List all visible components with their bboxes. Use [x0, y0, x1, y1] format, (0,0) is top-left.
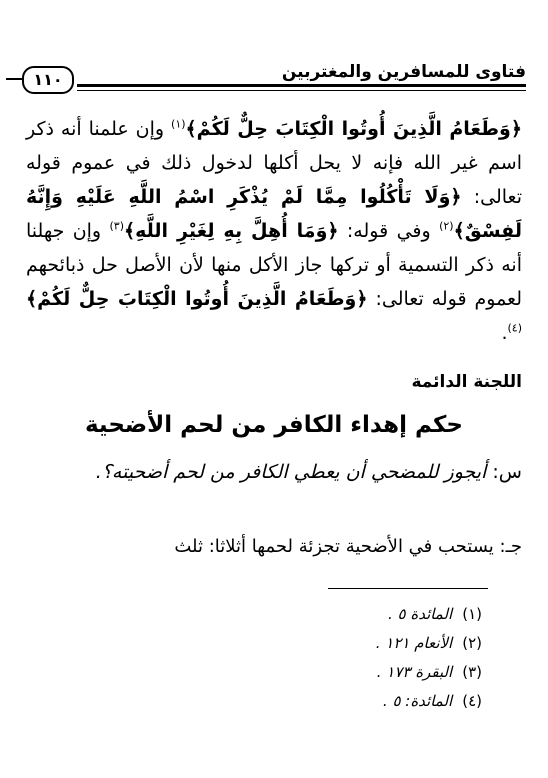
sentence-end: .	[501, 322, 508, 344]
page-number: ١١٠	[22, 66, 74, 94]
footnote	[376, 687, 482, 716]
body-text: وفي قوله:	[338, 220, 440, 242]
footnote-text: البقرة ١٧٣ .	[376, 663, 453, 681]
header-rule	[77, 84, 526, 87]
footnote	[376, 629, 482, 658]
book-title: فتاوى للمسافرين والمغتربين	[281, 62, 526, 82]
header-rule-thin	[77, 90, 526, 91]
body-text: وإن علمنا أنه ذكر اسم غير الله فإنه لا يحل أكلها لدخول ذلك في عموم قوله تعالى:	[26, 118, 523, 208]
footnote-number: (١)	[462, 605, 482, 623]
footnote-number: (٣)	[462, 663, 482, 681]
footnote-ref: (٣)	[109, 219, 125, 233]
footnote-text: المائدة: ٥ .	[382, 692, 453, 710]
body-text: وإن جهلنا أنه ذكر التسمية أو تركها جاز الأكل منها لأن الأصل حل ذبائحهم لعموم قوله تعالى:	[26, 220, 523, 310]
footnote-ref: (٢)	[439, 219, 454, 233]
footnote	[376, 658, 482, 687]
quran-quote: ﴿وَلَا تَأْكُلُوا مِمَّا لَمْ يُذْكَرِ اسْمُ اللَّهِ عَلَيْهِ وَإِنَّهُ لَفِسْقٌ﴾	[26, 186, 522, 242]
footnote-ref: (١)	[171, 117, 186, 131]
footnote-divider	[328, 588, 488, 589]
question-label: س:	[492, 461, 522, 483]
signature: اللجنة الدائمة	[411, 372, 522, 392]
footnote-number: (٤)	[462, 692, 482, 710]
page-header	[22, 62, 526, 96]
quran-quote: ﴿وَطَعَامُ الَّذِينَ أُوتُوا الْكِتَابَ حِلٌّ لَكُمْ﴾	[26, 288, 368, 310]
answer-label: جـ:	[499, 536, 522, 557]
fatwa-body	[26, 112, 522, 350]
quran-quote: ﴿وَطَعَامُ الَّذِينَ أُوتُوا الْكِتَابَ حِلٌّ لَكُمْ﴾	[185, 118, 522, 140]
footnotes	[376, 600, 482, 716]
footnote-text: الأنعام ١٢١ .	[375, 634, 453, 652]
footnote-text: المائدة ٥ .	[387, 605, 453, 623]
quran-quote: ﴿وَمَا أُهِلَّ بِهِ لِغَيْرِ اللَّهِ﴾	[124, 220, 339, 242]
footnote-ref: (٤)	[507, 321, 522, 335]
footnote	[376, 600, 482, 629]
question-text: أيجوز للمضحي أن يعطي الكافر من لحم أضحيته؟.	[95, 461, 487, 483]
footnote-number: (٢)	[462, 634, 482, 652]
section-title: حكم إهداء الكافر من لحم الأضحية	[84, 412, 464, 438]
answer-text: يستحب في الأضحية تجزئة لحمها أثلاثا: ثلث	[174, 536, 494, 557]
fatwa-paragraph	[26, 112, 522, 350]
answer	[26, 532, 522, 562]
question	[26, 456, 522, 488]
